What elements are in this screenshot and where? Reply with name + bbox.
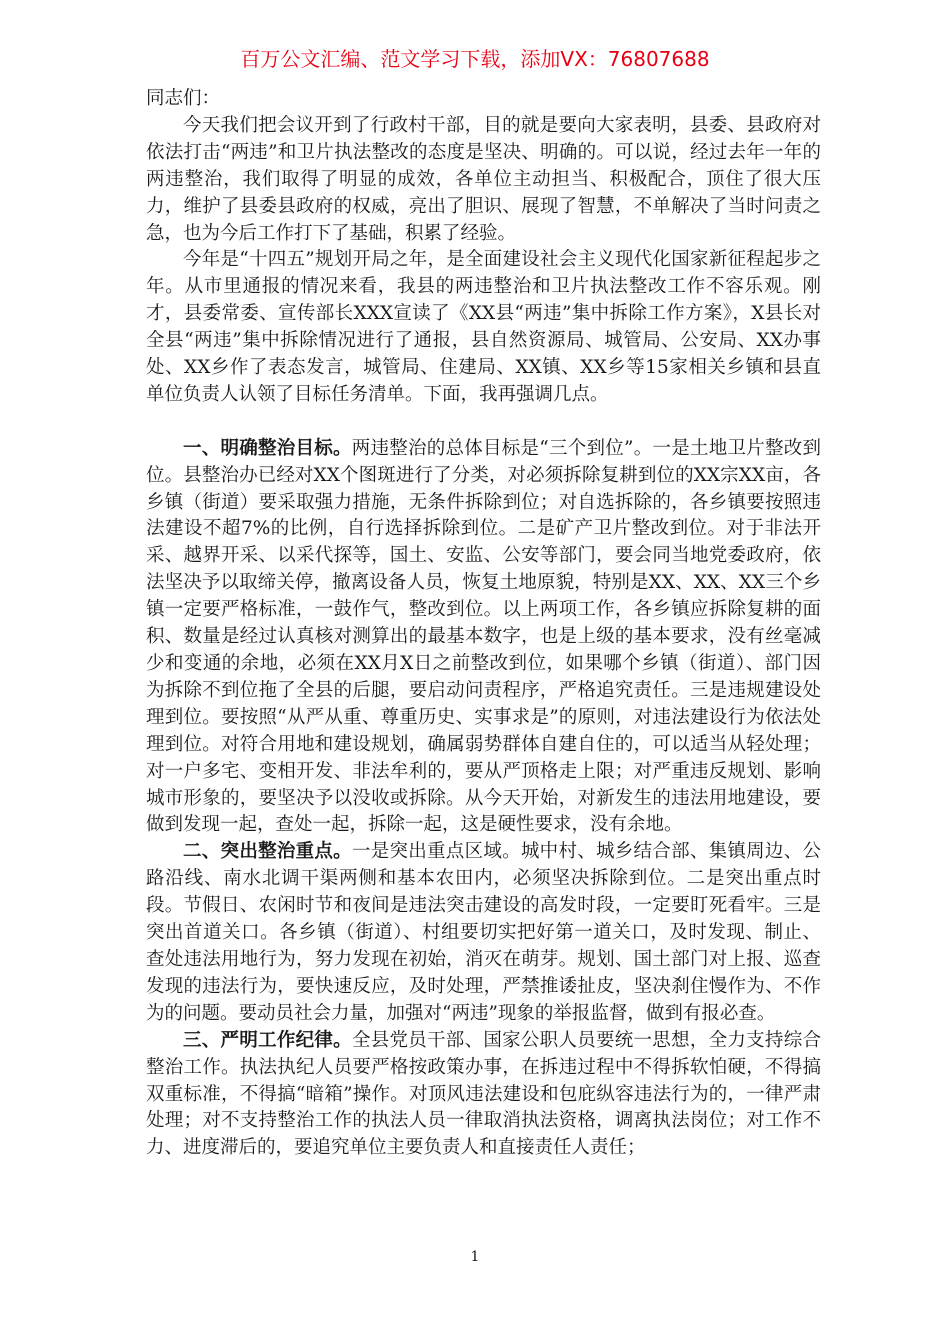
section-2-heading: 二、突出整治重点。 <box>183 841 352 863</box>
watermark-banner: 百万公文汇编、范文学习下载，添加VX：76807688 <box>240 47 710 71</box>
intro-paragraph-1: 今天我们把会议开到了行政村干部，目的就是要向大家表明，县委、县政府对依法打击“两违”和卫片执法整改的态度是坚决、明确的。可以说，经过去年一年的两违整治，我们取得了明显的成效，各单位主动担当、积极配合，顶住了很大压力，维护了县委县政府的权威，亮出了胆识、展现了智慧，不单解决了当时问责之急，也为今后工作打下了基础，积累了经验。 <box>146 114 821 244</box>
intro-paragraph-2: 今年是“十四五”规划开局之年，是全面建设社会主义现代化国家新征程起步之年。从市里通报的情况来看，我县的两违整治和卫片执法整改工作不容乐观。刚才，县委常委、宣传部长XXX宣读了《XX县“两违”集中拆除工作方案》，X县长对全县“两违”集中拆除情况进行了通报，县自然资源局、城管局、公安局、XX办事处、XX乡作了表态发言，城管局、住建局、XX镇、XX乡等15家相关乡镇和县直单位负责人认领了目标任务清单。下面，我再强调几点。 <box>146 249 821 405</box>
section-1-text: 两违整治的总体目标是“三个到位”。一是土地卫片整改到位。县整治办已经对XX个图斑进行了分类，对必须拆除复耕到位的XX宗XX亩，各乡镇（街道）要采取强力措施，无条件拆除到位；对自选拆除的，各乡镇要按照违法建设不超7%的比例，自行选择拆除到位。二是矿产卫片整改到位。对于非法开采、越界开采、以采代探等，国土、安监、公安等部门，要会同当地党委政府，依法坚决予以取缔关停，撤离设备人员，恢复土地原貌，特别是XX、XX、XX三个乡镇一定要严格标准，一鼓作气，整改到位。以上两项工作，各乡镇应拆除复耕的面积、数量是经过认真核对测算出的最基本数字，也是上级的基本要求，没有丝毫减少和变通的余地，必须在XX月X日之前整改到位，如果哪个乡镇（街道）、部门因为拆除不到位拖了全县的后腿，要启动问责程序，严格追究责任。三是违规建设处理到位。要按照“从严从重、尊重历史、实事求是”的原则，对违法建设行为依法处理到位。对符合用地和建设规划，确属弱势群体自建自住的，可以适当从轻处理；对一户多宅、变相开发、非法牟利的，要从严顶格走上限；对严重违反规划、影响城市形象的，要坚决予以没收或拆除。从今天开始，对新发生的违法用地建设，要做到发现一起，查处一起，拆除一起，这是硬性要求，没有余地。 <box>146 437 821 836</box>
section-1 <box>146 436 821 840</box>
section-3-text: 全县党员干部、国家公职人员要统一思想，全力支持综合整治工作。执法执纪人员要严格按政策办事，在拆违过程中不得拆软怕硬，不得搞双重标准，不得搞“暗箱”操作。对顶风违法建设和包庇纵容违法行为的，一律严肃处理；对不支持整治工作的执法人员一律取消执法资格，调离执法岗位；对工作不力、进度滞后的，要追究单位主要负责人和直接责任人责任； <box>146 1029 821 1159</box>
section-3-heading: 三、严明工作纪律。 <box>183 1029 352 1051</box>
document-body <box>146 86 821 1162</box>
section-2 <box>146 839 821 1027</box>
section-3 <box>146 1028 821 1163</box>
section-1-heading: 一、明确整治目标。 <box>183 437 352 459</box>
page-number: 1 <box>470 1249 480 1265</box>
greeting: 同志们： <box>146 88 221 109</box>
section-2-text: 一是突出重点区域。城中村、城乡结合部、集镇周边、公路沿线、南水北调干渠两侧和基本农田内，必须坚决拆除到位。二是突出重点时段。节假日、农闲时节和夜间是违法突击建设的高发时段，一定要盯死看牢。三是突出首道关口。各乡镇（街道）、村组要切实把好第一道关口，及时发现、制止、查处违法用地行为，努力发现在初始，消灭在萌芽。规划、国土部门对上报、巡查发现的违法行为，要快速反应，及时处理，严禁推诿扯皮，坚决刹住慢作为、不作为的问题。要动员社会力量，加强对“两违”现象的举报监督，做到有报必查。 <box>146 841 821 1024</box>
